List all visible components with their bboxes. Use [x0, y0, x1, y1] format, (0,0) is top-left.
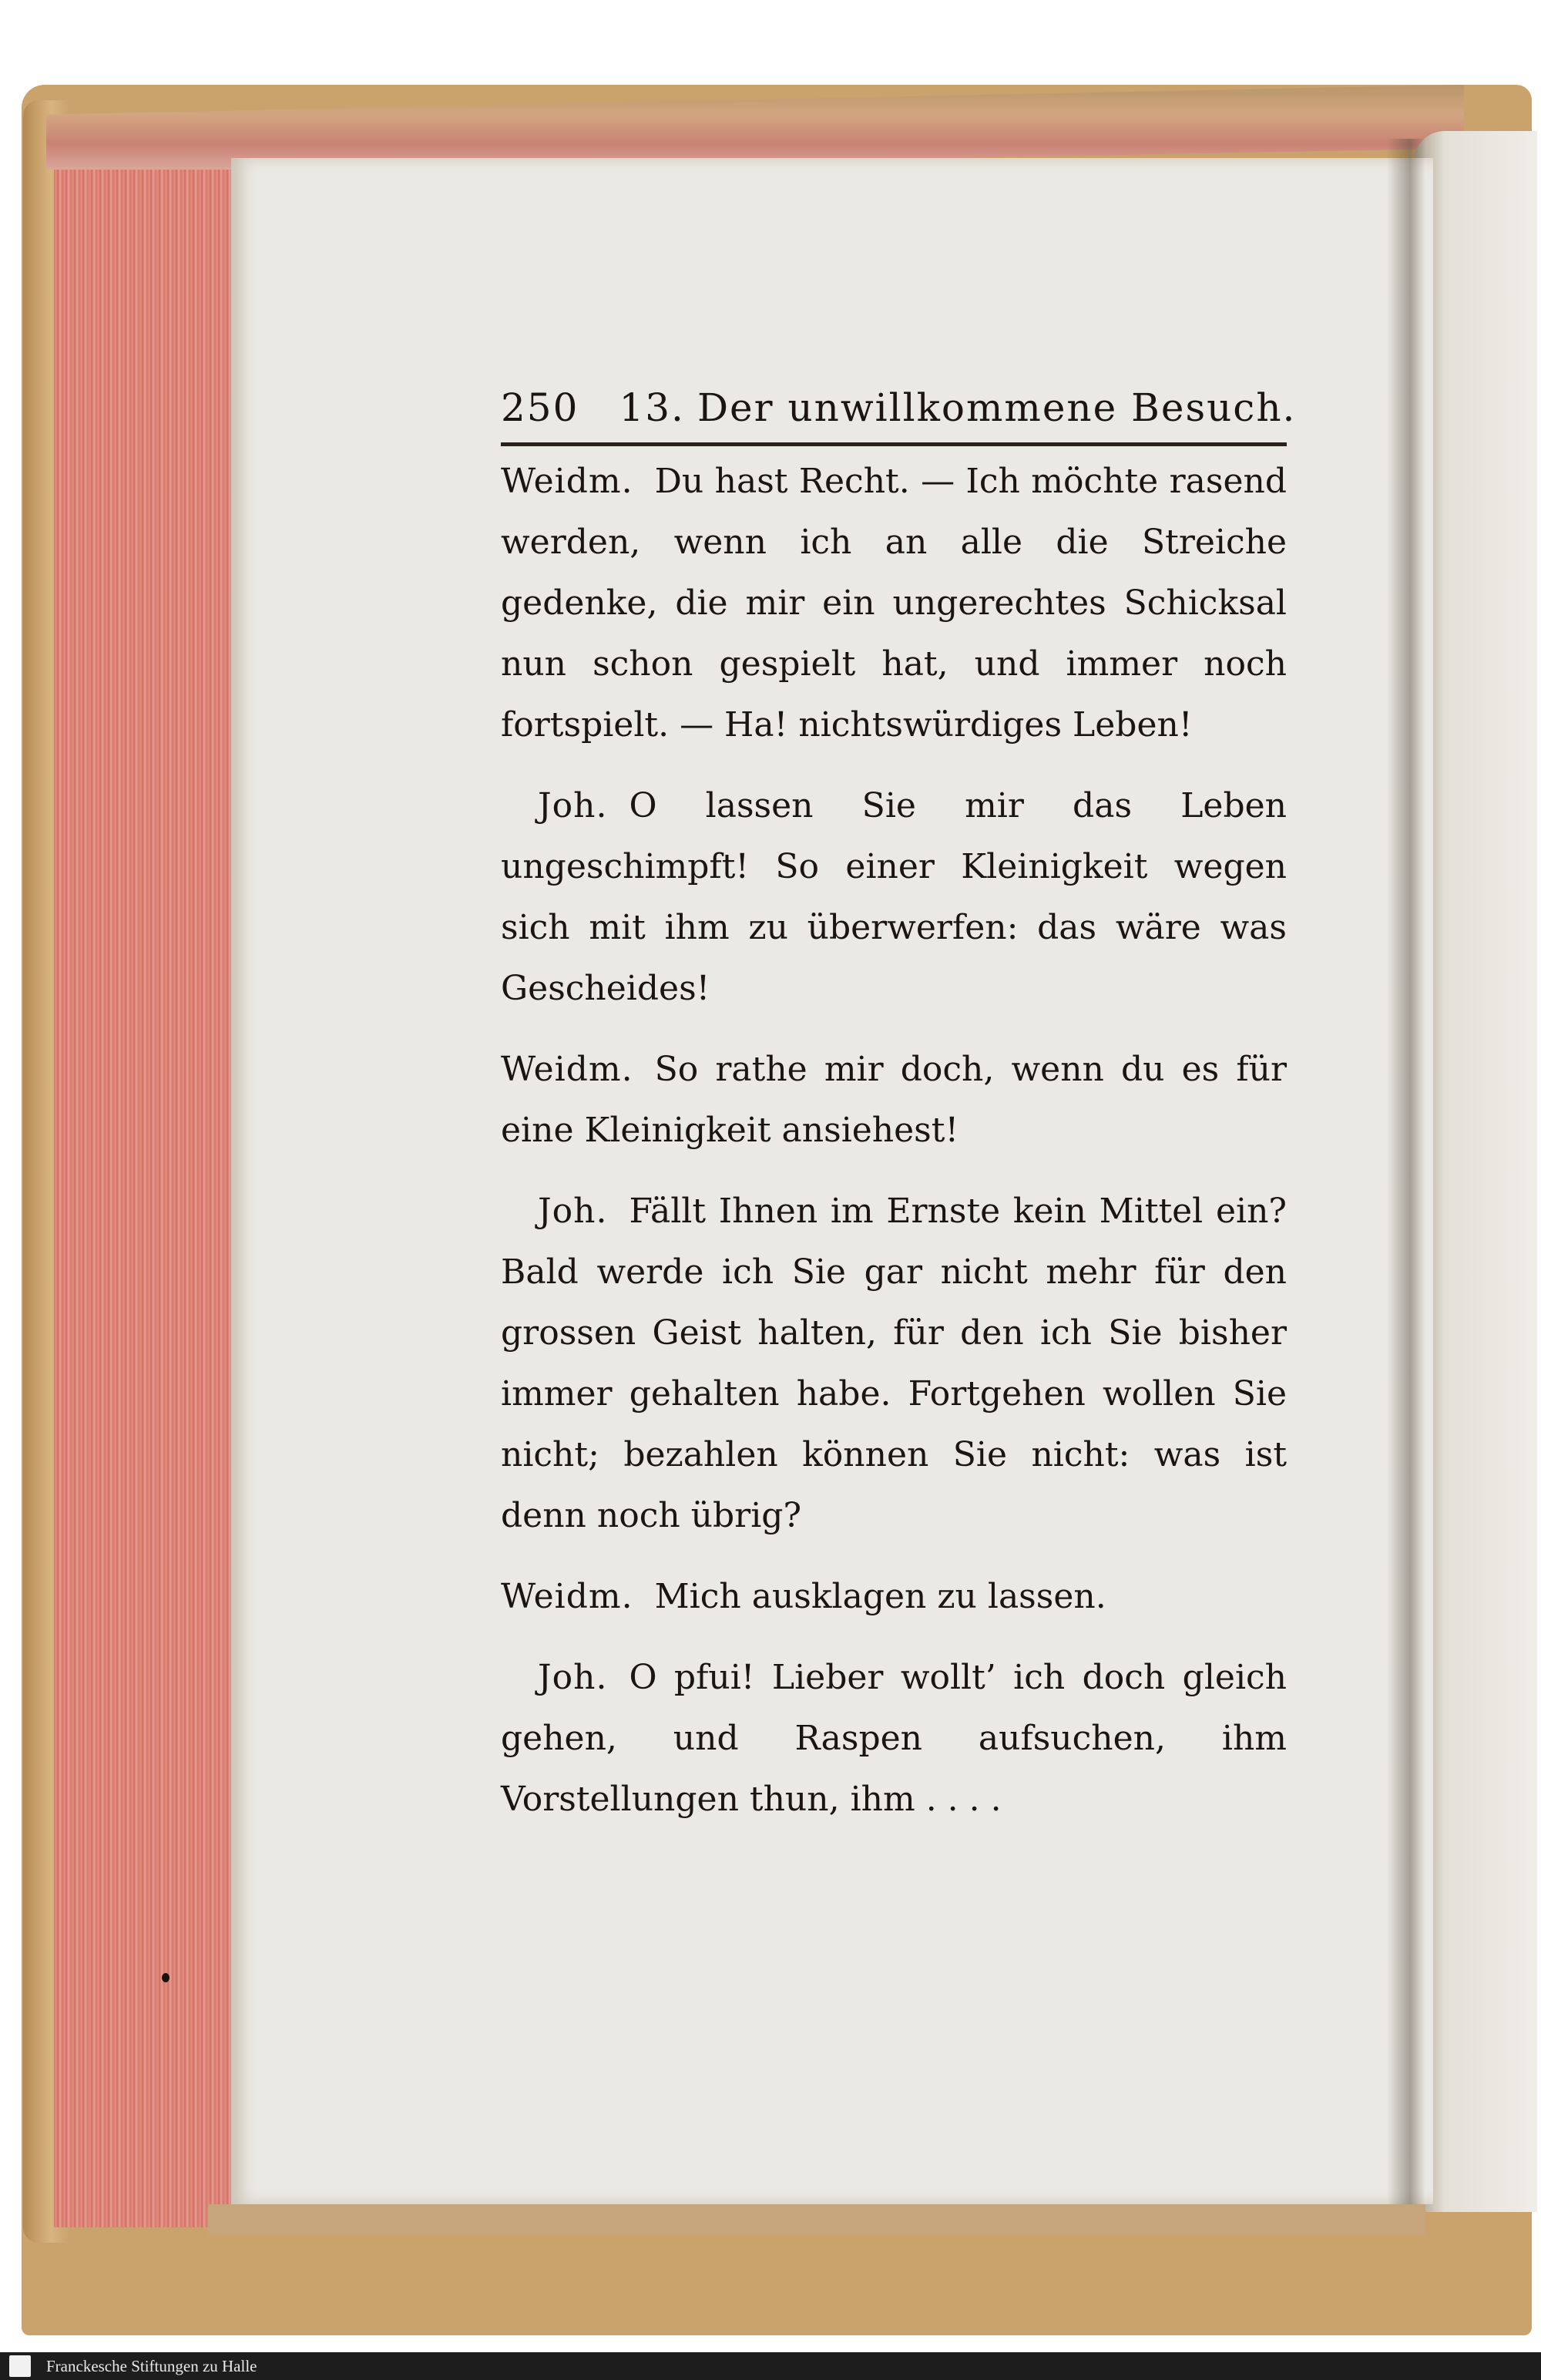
dialogue-text: O lassen Sie mir das Leben ungeschimpft! So einer Kleinigkeit wegen sich mit ihm zu überwerfen: das wäre was Gescheides! [501, 786, 1287, 1008]
dialogue-paragraph [501, 451, 1287, 755]
dialogue-text: Fällt Ihnen im Ernste kein Mittel ein? Bald werde ich Sie gar nicht mehr für den grossen Geist halten, für den ich Sie bisher immer gehalten habe. Fortgehen wollen Sie nicht; bezahlen können Sie nicht: was ist denn noch übrig? [501, 1192, 1287, 1535]
dialogue-text: O pfui! Lieber wollt’ ich doch gleich gehen, und Raspen aufsuchen, ihm Vorstellungen thun, ihm . . . . [501, 1658, 1287, 1819]
dialogue-text: Du hast Recht. — Ich möchte rasend werden, wenn ich an alle die Streiche gedenke, die mir ein ungerechtes Schicksal nun schon gespielt hat, und immer noch fortspielt. — Ha! nichtswürdiges Leben! [501, 462, 1287, 745]
dialogue-paragraph [501, 1566, 1287, 1627]
book-bottom-edge [208, 2204, 1425, 2235]
speaker-label: Weidm. [501, 1577, 633, 1616]
dialogue-paragraph [501, 775, 1287, 1019]
institution-logo-icon [9, 2355, 31, 2377]
dialogue-text: Mich ausklagen zu lassen. [654, 1577, 1106, 1616]
page-text [501, 385, 1297, 1830]
speaker-label: Joh. [538, 1192, 608, 1231]
dialogue-text: So rathe mir doch, wenn du es für eine Kleinigkeit ansiehest! [501, 1050, 1287, 1150]
institution-credit: Franckesche Stiftungen zu Halle [46, 2357, 257, 2375]
speaker-label: Joh. [538, 1658, 608, 1697]
page-gutter [1387, 139, 1425, 2212]
dialogue-paragraph [501, 1181, 1287, 1546]
chapter-number: 13. [619, 385, 685, 430]
dialogue-paragraph [501, 1647, 1287, 1830]
chapter-title: Der unwillkommene Besuch. [697, 385, 1297, 430]
header-rule [501, 442, 1287, 446]
running-head [501, 385, 1297, 430]
ink-spot [162, 1973, 170, 1982]
dialogue-paragraph [501, 1039, 1287, 1161]
footer-bar [0, 2352, 1541, 2380]
page-number: 250 [501, 385, 579, 430]
speaker-label: Weidm. [501, 1050, 633, 1089]
speaker-label: Joh. [538, 786, 608, 825]
speaker-label: Weidm. [501, 462, 633, 501]
